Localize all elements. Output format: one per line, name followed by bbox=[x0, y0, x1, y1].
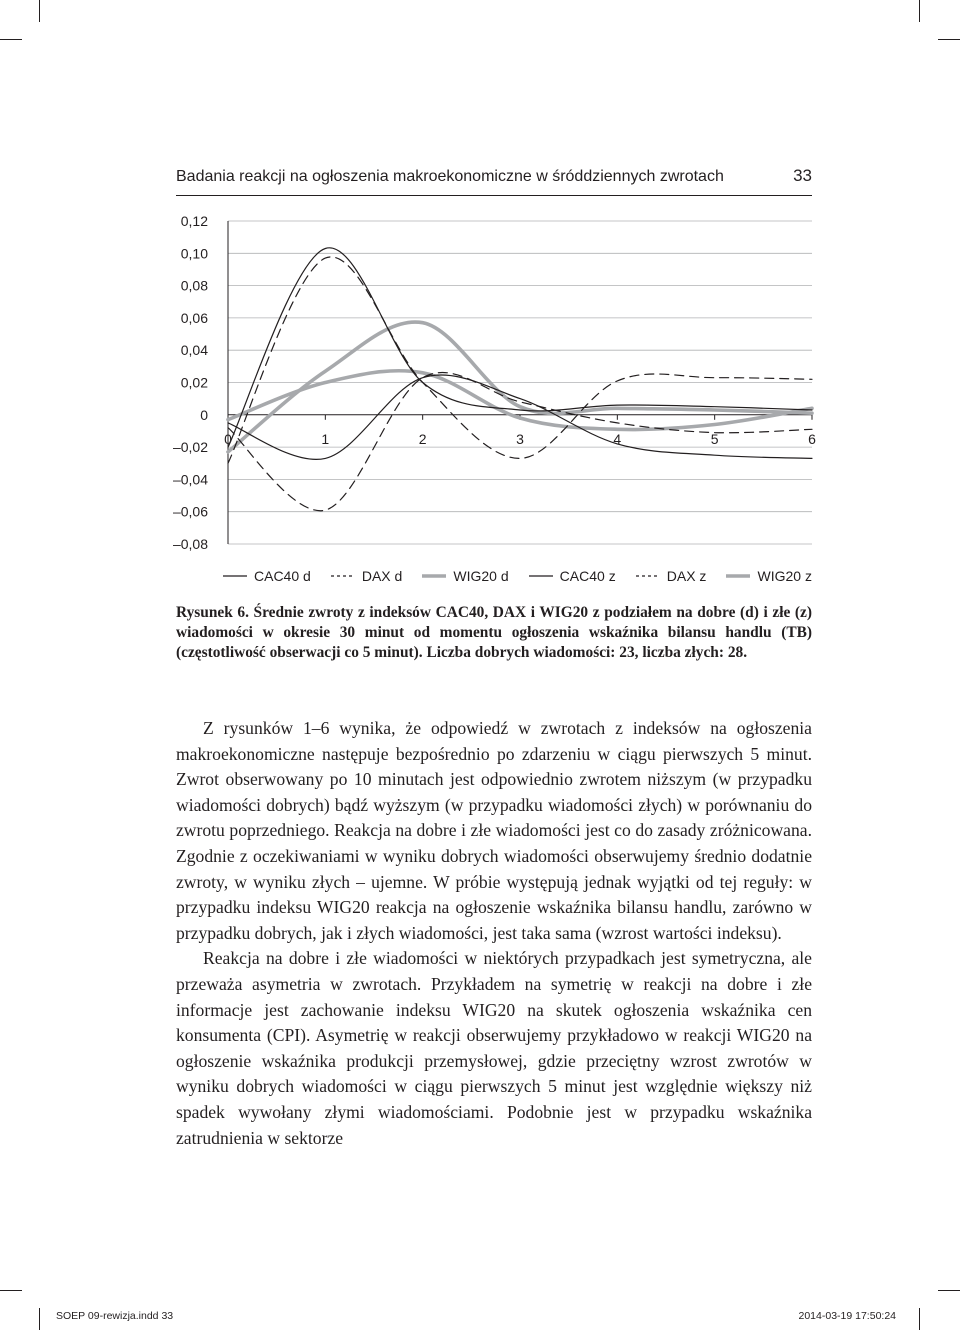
slug-timestamp: 2014-03-19 17:50:24 bbox=[798, 1310, 896, 1322]
figure-caption: Rysunek 6. Średnie zwroty z indeksów CAC40, DAX i WIG20 z podziałem na dobre (d) i złe (z) wiadomości w okresie 30 minut od momentu ogłoszenia wskaźnika bilansu handlu (TB) (częstotliwość obserwacji co 5 minut). Liczba dobrych wiadomości: 23, liczba złych: 28. bbox=[176, 604, 812, 661]
legend-item-dax-d bbox=[330, 568, 402, 584]
crop-mark-bottom-left-horizontal bbox=[0, 1290, 22, 1291]
y-tick-label: 0,04 bbox=[180, 342, 208, 359]
x-tick-label: 6 bbox=[808, 430, 816, 447]
y-tick-label: 0,12 bbox=[180, 213, 208, 229]
y-tick-label: –0,06 bbox=[172, 503, 208, 520]
x-tick-label: 1 bbox=[321, 430, 330, 447]
y-tick-label: –0,08 bbox=[172, 536, 208, 552]
legend-item-dax-z bbox=[635, 568, 707, 584]
x-tick-label: 4 bbox=[613, 430, 622, 447]
y-tick-label: 0,06 bbox=[180, 309, 208, 326]
legend-label: CAC40 z bbox=[559, 568, 616, 584]
body-paragraph-2: Reakcja na dobre i złe wiadomości w niektórych przypadkach jest symetryczna, ale przeważa asymetria w zwrotach. Przykładem na symetrię w reakcji na dobre i złe informacje jest zachowanie indeksu WIG20 na skutek ogłoszenia wskaźnika cen konsumenta (CPI). Asymetrię w reakcji obserwujemy przykładowo w reakcji WIG20 na ogłoszenie wskaźnika produkcji przemysłowej, gdzie przeciętny wzrost zwrotów w wyniku dobrych wiadomości w ciągu pierwszych 5 minut jest względnie większy niż spadek wywołany złymi wiadomościami. Podobnie jest w przypadku wskaźnika zatrudnienia w sektorze bbox=[176, 948, 812, 1148]
legend-label: WIG20 d bbox=[453, 568, 509, 584]
legend-swatch bbox=[635, 571, 661, 581]
crop-mark-bottom-right-horizontal bbox=[938, 1290, 960, 1291]
running-header-title: Badania reakcji na ogłoszenia makroekonomiczne w śróddziennych zwrotach bbox=[176, 168, 724, 185]
legend-label: DAX d bbox=[361, 568, 403, 584]
returns-line-chart bbox=[0, 0, 960, 600]
body-paragraph-1: Z rysunków 1–6 wynika, że odpowiedź w zwrotach z indeksów na ogłoszenia makroekonomiczne następuje bezpośrednio po zdarzeniu w ciągu pierwszych 5 minut. Zwrot obserwowany po 10 minutach jest odpowiednio zwrotem niższym (w przypadku wiadomości dobrych) bądź wyższym (w przypadku wiadomości złych) w porównaniu do zwrotu poprzedniego. Reakcja na dobre i złe wiadomości jest co do zasady zróżnicowana. Zgodnie z oczekiwaniami w wyniku dobrych wiadomości obserwujemy średnio dodatnie zwroty, w wyniku złych – ujemne. W próbie występują jednak wyjątki od tej reguły: w przypadku indeksu WIG20 reakcja na ogłoszenie wskaźnika bilansu handlu, zarówno w przypadku dobrych, jak i złych wiadomości, jest taka sama (wzrost wartości indeksu). bbox=[176, 718, 812, 943]
legend-item-cac40-d bbox=[222, 568, 311, 584]
crop-mark-bottom-right-vertical bbox=[919, 1308, 920, 1330]
legend-swatch bbox=[528, 571, 554, 581]
legend-label: WIG20 z bbox=[757, 568, 812, 584]
page-number: 33 bbox=[793, 166, 812, 185]
y-tick-label: –0,02 bbox=[172, 439, 208, 456]
legend-item-wig20-z bbox=[725, 568, 811, 584]
y-axis-ticks bbox=[173, 213, 208, 552]
y-tick-label: –0,04 bbox=[172, 471, 208, 488]
legend-item-wig20-d bbox=[421, 568, 508, 584]
x-tick-label: 5 bbox=[710, 430, 719, 447]
x-tick-label: 0 bbox=[224, 430, 232, 447]
legend-label: DAX z bbox=[666, 568, 707, 584]
legend-swatch bbox=[725, 571, 751, 581]
y-tick-label: 0,08 bbox=[180, 277, 208, 294]
x-tick-label: 3 bbox=[516, 430, 524, 447]
y-tick-label: 0,10 bbox=[180, 245, 208, 262]
crop-mark-bottom-left-vertical bbox=[39, 1308, 40, 1330]
legend-label: CAC40 d bbox=[254, 568, 311, 584]
body-text bbox=[176, 716, 812, 1151]
legend-swatch bbox=[421, 571, 447, 581]
x-tick-label: 2 bbox=[418, 430, 427, 447]
y-tick-label: 0 bbox=[200, 406, 208, 423]
chart-series bbox=[228, 248, 812, 511]
legend-item-cac40-z bbox=[528, 568, 616, 584]
legend-swatch bbox=[222, 571, 248, 581]
slug-file: SOEP 09-rewizja.indd 33 bbox=[56, 1310, 174, 1322]
legend-swatch bbox=[330, 571, 356, 581]
chart-legend bbox=[222, 568, 812, 584]
chart-grid bbox=[228, 221, 812, 544]
y-tick-label: 0,02 bbox=[180, 374, 208, 391]
